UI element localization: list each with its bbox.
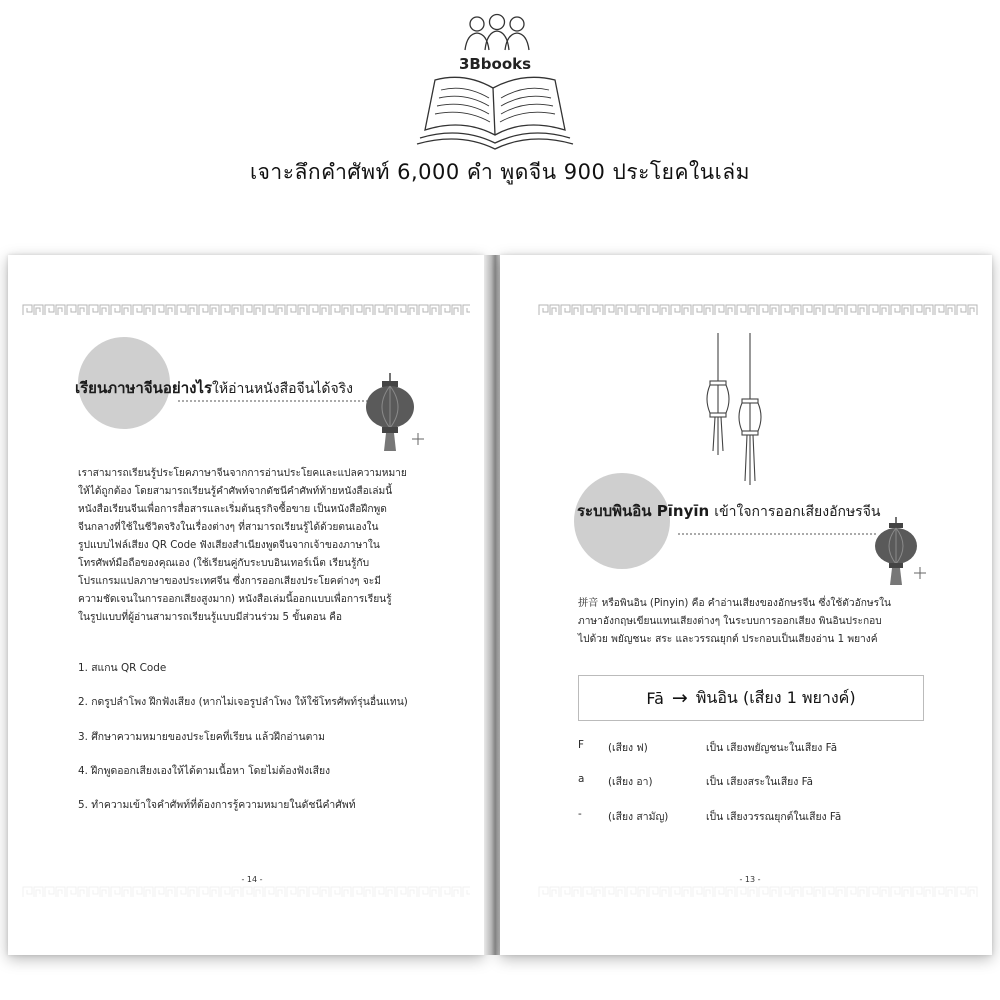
paragraph-line: เราสามารถเรียนรู้ประโยคภาษาจีนจากการอ่านประโยคและแปลความหมาย <box>78 468 407 479</box>
arrow-right-icon: → <box>671 687 688 709</box>
page-number: - 13 - <box>739 875 761 884</box>
row-desc: เป็น เสียงพยัญชนะในเสียง Fā <box>706 742 838 754</box>
page-number: - 14 - <box>241 875 263 884</box>
chinese-border-pattern <box>22 885 470 899</box>
row-sound: (เสียง อา) <box>608 776 653 788</box>
paragraph-line: หนังสือเรียนจีนเพื่อการสื่อสารและเริ่มต้นธุรกิจซื้อขาย เป็นหนังสือฝึกพูด <box>78 504 387 515</box>
chinese-border-pattern <box>538 885 978 899</box>
row-sound: (เสียง สามัญ) <box>608 811 669 823</box>
step-item: 5. ทำความเข้าใจคำศัพท์ที่ต้องการรู้ความหมายในดัชนีคำศัพท์ <box>78 799 356 811</box>
paragraph-line: ความชัดเจนในการออกเสียงสูงมาก) หนังสือเล่มนี้ออกแบบเพื่อการเรียนรู้ <box>78 594 392 605</box>
left-page <box>8 255 484 955</box>
right-section-title <box>577 499 880 523</box>
row-desc: เป็น เสียงวรรณยุกต์ในเสียง Fā <box>706 811 842 823</box>
left-title-regular: ให้อ่านหนังสือจีนได้จริง <box>212 381 354 397</box>
left-paragraph <box>78 465 426 627</box>
step-item: 2. กดรูปลำโพง ฝึกฟังเสียง (หากไม่เจอรูปลำโพง ให้ใช้โทรศัพท์รุ่นอื่นแทน) <box>78 696 408 708</box>
pinyin-example-box <box>578 675 924 721</box>
dotted-underline <box>178 398 378 404</box>
hanging-lanterns-icon <box>700 333 770 493</box>
step-item: 4. ฝึกพูดออกเสียงเองให้ได้ตามเนื้อหา โดยไม่ต้องฟังเสียง <box>78 765 331 777</box>
chinese-lantern-icon <box>870 517 932 589</box>
chinese-border-pattern <box>22 303 470 317</box>
step-item: 3. ศึกษาความหมายของประโยคที่เรียน แล้วฝึกอ่านตาม <box>78 731 326 743</box>
book-spine <box>484 255 500 955</box>
paragraph-line: โทรศัพท์มือถือของคุณเอง (ใช้เรียนคู่กับระบบอินเทอร์เน็ต เรียนรู้กับ <box>78 558 370 569</box>
chinese-border-pattern <box>538 303 978 317</box>
right-paragraph <box>578 595 924 649</box>
paragraph-line: ในรูปแบบที่ผู้อ่านสามารถเรียนรู้แบบมีส่วนร่วม 5 ขั้นตอน คือ <box>78 612 343 623</box>
paragraph-line: ไปด้วย พยัญชนะ สระ และวรรณยุกต์ ประกอบเป็นเสียงอ่าน 1 พยางค์ <box>578 634 878 645</box>
dotted-underline <box>678 531 876 537</box>
paragraph-line: ให้ได้ถูกต้อง โดยสามารถเรียนรู้คำศัพท์จากดัชนีคำศัพท์ท้ายหนังสือเล่มนี้ <box>78 486 393 497</box>
example-text: พินอิน (เสียง 1 พยางค์) <box>695 687 856 707</box>
right-title-regular: เข้าใจการออกเสียงอักษรจีน <box>714 504 881 520</box>
left-section-title <box>75 376 353 400</box>
paragraph-line: รูปแบบไฟล์เสียง QR Code ฟังเสียงสำเนียงพูดจีนจากเจ้าของภาษาใน <box>78 540 380 551</box>
paragraph-line: ภาษาอังกฤษเขียนแทนเสียงต่างๆ ในระบบการออกเสียง พินอินประกอบ <box>578 616 882 627</box>
left-title-bold: เรียนภาษาจีนอย่างไร <box>75 379 213 397</box>
step-item: 1. สแกน QR Code <box>78 662 167 674</box>
row-symbol: - <box>578 808 582 820</box>
row-symbol: F <box>578 739 584 751</box>
example-syllable: Fā <box>646 688 664 708</box>
brand-text: 3Bbooks <box>458 55 532 73</box>
headline: เจาะลึกคำศัพท์ 6,000 คำ พูดจีน 900 ประโยคในเล่ม <box>249 160 751 184</box>
right-title-bold: ระบบพินอิน Pīnyīn <box>577 502 710 520</box>
chinese-lantern-icon <box>360 373 430 455</box>
right-page <box>500 255 992 955</box>
row-desc: เป็น เสียงสระในเสียง Fā <box>706 776 814 788</box>
row-sound: (เสียง ฟ) <box>608 742 648 754</box>
paragraph-line: โปรแกรมแปลภาษาของประเทศจีน ซึ่งการออกเสียงประโยคต่างๆ จะมี <box>78 576 381 587</box>
3bbooks-logo-icon <box>405 10 580 155</box>
paragraph-line: 拼音 หรือพินอิน (Pinyin) คือ คำอ่านเสียงของอักษรจีน ซึ่งใช้ตัวอักษรใน <box>578 598 892 609</box>
paragraph-line: จีนกลางที่ใช้ในชีวิตจริงในเรื่องต่างๆ ที่สามารถเรียนรู้ได้ด้วยตนเองใน <box>78 522 379 533</box>
row-symbol: a <box>578 773 585 785</box>
